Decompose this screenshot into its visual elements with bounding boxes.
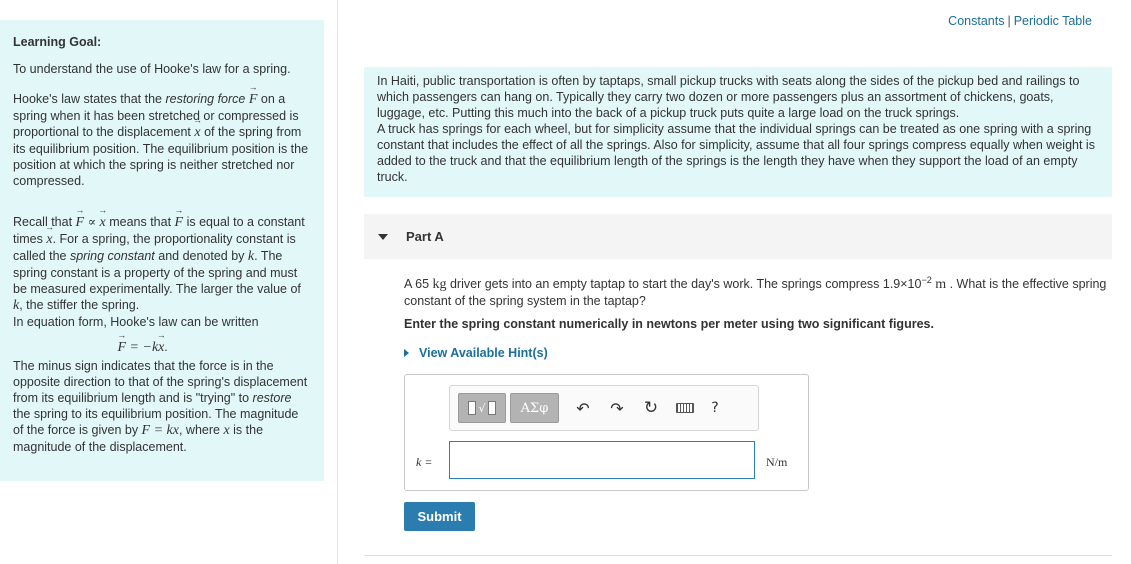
template-block-icon xyxy=(488,401,496,415)
column-divider xyxy=(337,0,338,564)
view-hints-link[interactable] xyxy=(404,346,548,360)
greek-symbols-button[interactable]: ΑΣφ xyxy=(510,393,559,423)
hookes-law-paragraph: Hooke's law states that the restoring force → F on a spring when it has been stretched or compressed is proportional to the displacement → x of the spring from its equilibrium position. The equilibrium position is the position at which the spring is neither stretched nor compressed. xyxy=(13,91,312,189)
constants-link[interactable]: Constants xyxy=(948,14,1005,28)
math-toolbar xyxy=(449,385,759,431)
learning-goal-title: Learning Goal: xyxy=(13,35,102,49)
scenario-paragraph-1: In Haiti, public transportation is often by taptaps, small pickup trucks with seats along the sides of the pickup bed and railings to which passengers can hang on. Typically they carry two dozen or more passengers plus an assortment of chickens, goats, luggage, etc. Putting this much into the back of a pickup truck puts quite a large load on the truck springs. xyxy=(377,74,1080,120)
question-text: A 65 kg driver gets into an empty taptap to start the day's work. The springs compress $1.9\times 10^{-2}$ m . What is the effective spring constant of the spring system in the taptap? xyxy=(404,275,1107,309)
part-a-header[interactable] xyxy=(364,214,1112,259)
expand-arrow-icon xyxy=(404,349,409,357)
reset-icon[interactable]: ↻ xyxy=(643,398,659,418)
answer-box xyxy=(404,374,809,491)
undo-icon[interactable]: ↶ xyxy=(576,398,590,418)
answer-unit: N/m xyxy=(766,455,788,469)
template-block-icon xyxy=(468,401,476,415)
collapse-arrow-icon xyxy=(378,234,388,240)
problem-scenario xyxy=(364,67,1112,197)
sqrt-icon: √ xyxy=(478,401,486,415)
part-title: Part A xyxy=(406,229,444,244)
learning-goal-text: To understand the use of Hooke's law for a spring. xyxy=(13,62,291,76)
answer-label: k = xyxy=(416,455,433,469)
spring-constant-input[interactable] xyxy=(449,441,755,479)
help-icon[interactable]: ? xyxy=(711,400,719,416)
proportionality-paragraph: Recall that → F ∝ → x means that → F is equal to a constant times → x. For a spring, the proportionality constant is called the spring constant and denoted by k. The spring constant is a property of the spring and must be measured experimentally. The larger the value of k, the stiffer the spring. In equation form, Hooke's law can be written xyxy=(13,214,312,330)
learning-goal-panel xyxy=(0,20,324,481)
answer-instruction: Enter the spring constant numerically in newtons per meter using two significant figures. xyxy=(404,317,934,331)
bottom-divider xyxy=(364,555,1112,556)
top-links: Constants | Periodic Table xyxy=(948,14,1092,28)
submit-button[interactable]: Submit xyxy=(404,502,475,531)
minus-sign-paragraph: The minus sign indicates that the force is in the opposite direction to that of the spring's displacement from its equilibrium length and is "trying" to restore the spring to its equilibrium position. The magnitude of the force is given by F = kx, where x is the magnitude of the displacement. xyxy=(13,359,308,454)
hookes-law-equation: → F = −k→ x. xyxy=(13,339,312,356)
hint-label: View Available Hint(s) xyxy=(419,346,548,360)
scenario-paragraph-2: A truck has springs for each wheel, but for simplicity assume that the individual springs can be treated as one spring with a spring constant that includes the effect of all the springs. Also for simplicity, assume that all four springs compress equally when weight is added to the truck and that the equilibrium length of the springs is the length they have when they support the load of an empty truck. xyxy=(377,122,1095,184)
templates-button[interactable] xyxy=(458,393,506,423)
keyboard-icon[interactable] xyxy=(673,396,697,420)
periodic-table-link[interactable]: Periodic Table xyxy=(1013,14,1092,28)
redo-icon[interactable]: ↷ xyxy=(610,398,624,418)
